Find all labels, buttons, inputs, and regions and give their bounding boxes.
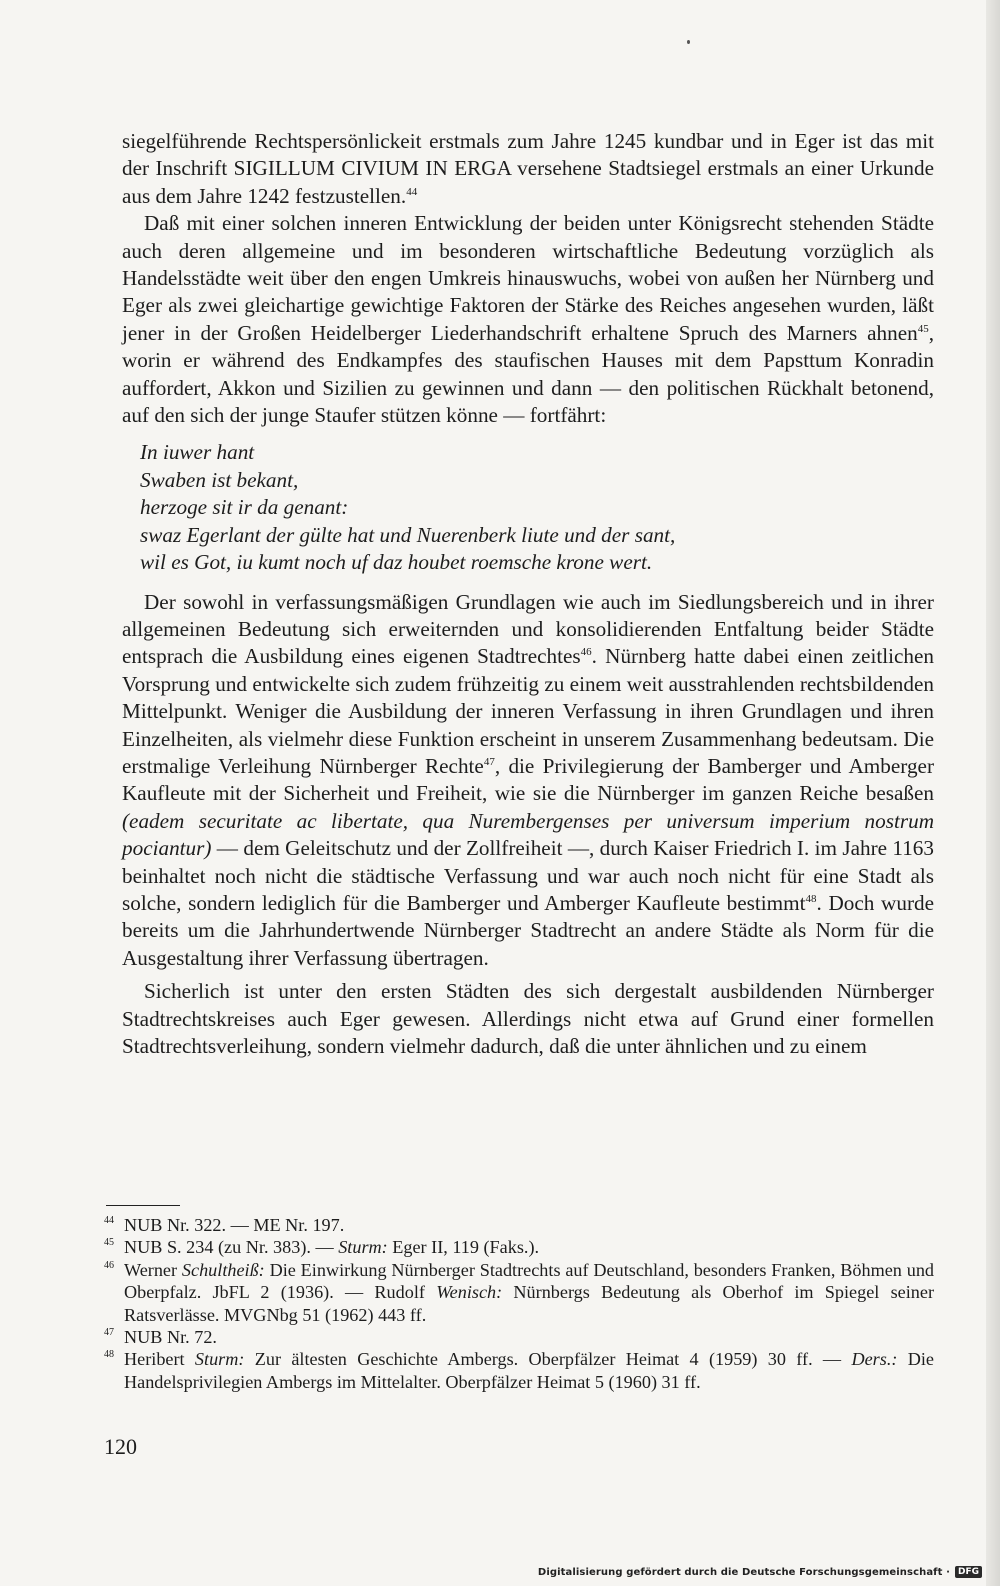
footnotes — [104, 1205, 934, 1393]
footnote-45 — [104, 1236, 934, 1258]
page-number: 120 — [104, 1434, 137, 1459]
footnote-text: Die Handelsprivilegien Ambergs im Mittelalter. Oberpfälzer Heimat 5 (1960) 31 ff. — [124, 1349, 935, 1392]
footnote-author: Wenisch: — [436, 1282, 503, 1303]
footnote-number: 45 — [104, 1237, 114, 1249]
poem-line: wil es Got, iu kumt noch uf daz houbet roemsche krone wert. — [140, 550, 653, 575]
latin-quote: (eadem securitate ac libertate, qua Nurembergenses per universum imperium nostrum pociantur) — [122, 808, 934, 861]
digitization-footer — [538, 1566, 982, 1578]
footnote-47 — [104, 1326, 934, 1348]
main-text — [122, 128, 934, 1060]
footnote-text: NUB Nr. 322. — ME Nr. 197. — [124, 1215, 345, 1235]
footnote-48 — [104, 1348, 934, 1393]
paragraph-3-text-e: . Doch wurde bereits um die Jahrhundertwende Nürnberger Stadtrecht an andere Städte als Norm für die Ausgestaltung ihrer Verfassung übertragen. — [122, 890, 934, 970]
footnote-text: Die Einwirkung Nürnberger Stadtrechts auf Deutschland, besonders Franken, Böhmen und Oberpfalz. JbFL 2 (1936). — Rudolf — [124, 1259, 935, 1303]
footer-credit: Digitalisierung gefördert durch die Deutsche Forschungsgemeinschaft · — [537, 1566, 950, 1578]
footnote-text: Werner — [124, 1259, 182, 1280]
poem-line: Swaben ist bekant, — [140, 467, 299, 492]
paragraph-3 — [122, 589, 934, 973]
paragraph-3-text-a: Der sowohl in verfassungsmäßigen Grundlagen wie auch im Siedlungsbereich und in ihrer allgemeinen Bedeutung sich erweiternden und konsolidierenden Entfaltung beider Städte entsprach die Ausbildung eines eigenen Stadtrechtes — [122, 589, 934, 669]
footnote-44 — [104, 1214, 934, 1236]
footnote-author: Sturm: — [194, 1349, 245, 1370]
footnote-text: NUB S. 234 (zu Nr. 383). — — [124, 1237, 339, 1258]
paragraph-2-text-a: Daß mit einer solchen inneren Entwicklung der beiden unter Königsrecht stehenden Städte auch deren allgemeine und im besonderen wirtschaftliche Bedeutung vorzüglich als Handelsstädte weit über den engen Umkreis hinauswuchs, wobei von außen her Nürnberg und Eger als zwei gleichartige gewichtige Faktoren der Stärke des Reiches angesehen wurden, läßt jener in der Großen Heidelberger Liederhandschrift erhaltene Spruch des Marners ahnen — [122, 211, 934, 345]
paragraph-3-text-d: — dem Geleitschutz und der Zollfreiheit —, durch Kaiser Friedrich I. im Jahre 1163 beinhaltet noch nicht die städtische Verfassung und war auch noch nicht für eine Stadt als solche, sondern lediglich für die Bamberger und Amberger Kaufleute bestimmt — [122, 836, 934, 915]
footnote-text: Nürnbergs Bedeutung als Oberhof im Spiegel seiner Ratsverlässe. MVGNbg 51 (1962) 443 ff. — [124, 1282, 935, 1325]
footnote-divider — [106, 1205, 180, 1206]
poem-quote — [140, 439, 934, 576]
scan-speck — [687, 40, 690, 44]
footnote-text: Heribert — [124, 1349, 195, 1370]
footnote-number: 48 — [104, 1349, 114, 1361]
paragraph-1-text: siegelführende Rechtspersönlickeit erstmals zum Jahre 1245 kundbar und in Eger ist das mit der Inschrift SIGILLUM CIVIUM IN ERGA versehene Stadtsiegel erstmals an einer Urkunde aus dem Jahre 1242 festzustellen. — [122, 129, 934, 208]
footnote-ref-48[interactable]: 48 — [805, 892, 817, 905]
footnote-number: 47 — [104, 1327, 114, 1339]
poem-line: swaz Egerlant der gülte hat und Nuerenberk liute und der sant, — [140, 522, 676, 547]
footnote-number: 44 — [104, 1215, 114, 1226]
paragraph-1 — [122, 128, 934, 210]
footnote-ref-47[interactable]: 47 — [483, 755, 495, 768]
footnote-ref-44[interactable]: 44 — [406, 185, 418, 198]
footnote-text: Zur ältesten Geschichte Ambergs. Oberpfälzer Heimat 4 (1959) 30 ff. — — [244, 1349, 852, 1370]
dfg-logo-icon: DFG — [955, 1566, 982, 1578]
footnote-author: Sturm: — [338, 1237, 388, 1258]
poem-line: In iuwer hant — [140, 440, 255, 465]
footnote-46 — [104, 1259, 934, 1326]
footnote-text: Eger II, 119 (Faks.). — [387, 1237, 540, 1258]
footnote-text: NUB Nr. 72. — [124, 1327, 217, 1348]
footnote-number: 46 — [104, 1259, 114, 1271]
paragraph-2-text-b: , worin er während des Endkampfes des staufischen Hauses mit dem Papsttum Konradin auffordert, Akkon und Sizilien zu gewinnen und dann — den politischen Rückhalt betonend, auf den sich der junge Staufer stützen könne — fortfährt: — [122, 320, 934, 428]
paragraph-2 — [122, 210, 934, 429]
paragraph-4-text: Sicherlich ist unter den ersten Städten des sich dergestalt ausbildenden Nürnberger Stadtrechtskreises auch Eger gewesen. Allerdings nicht etwa auf Grund einer formellen Stadtrechtsverleihung, sondern vielmehr dadurch, daß die unter ähnlichen und zu einem — [122, 979, 934, 1058]
footnote-author: Schultheiß: — [181, 1259, 265, 1280]
footnote-ref-45[interactable]: 45 — [917, 322, 929, 335]
page-edge-shadow — [986, 0, 1000, 1586]
poem-line: herzoge sit ir da genant: — [140, 495, 349, 520]
paragraph-4 — [122, 978, 934, 1060]
footnote-author: Ders.: — [851, 1349, 898, 1370]
paragraph-3-text-c: , die Privilegierung der Bamberger und Amberger Kaufleute mit der Sicherheit und Freiheit, wie sie die Nürnberger im ganzen Reiche besaßen — [122, 753, 934, 806]
paragraph-3-text-b: . Nürnberg hatte dabei einen zeitlichen Vorsprung und entwickelte sich zudem frühzeitig zu einem weit ausstrahlenden rechtsbildenden Mittelpunkt. Weniger die Ausbildung der inneren Verfassung in ihren Grundlagen und ihren Einzelheiten, als vielmehr diese Funktion erscheint in unserem Zusammenhang bedeutsam. Die erstmalige Verleihung Nürnberger Rechte — [122, 644, 934, 778]
footnote-ref-46[interactable]: 46 — [580, 646, 592, 659]
